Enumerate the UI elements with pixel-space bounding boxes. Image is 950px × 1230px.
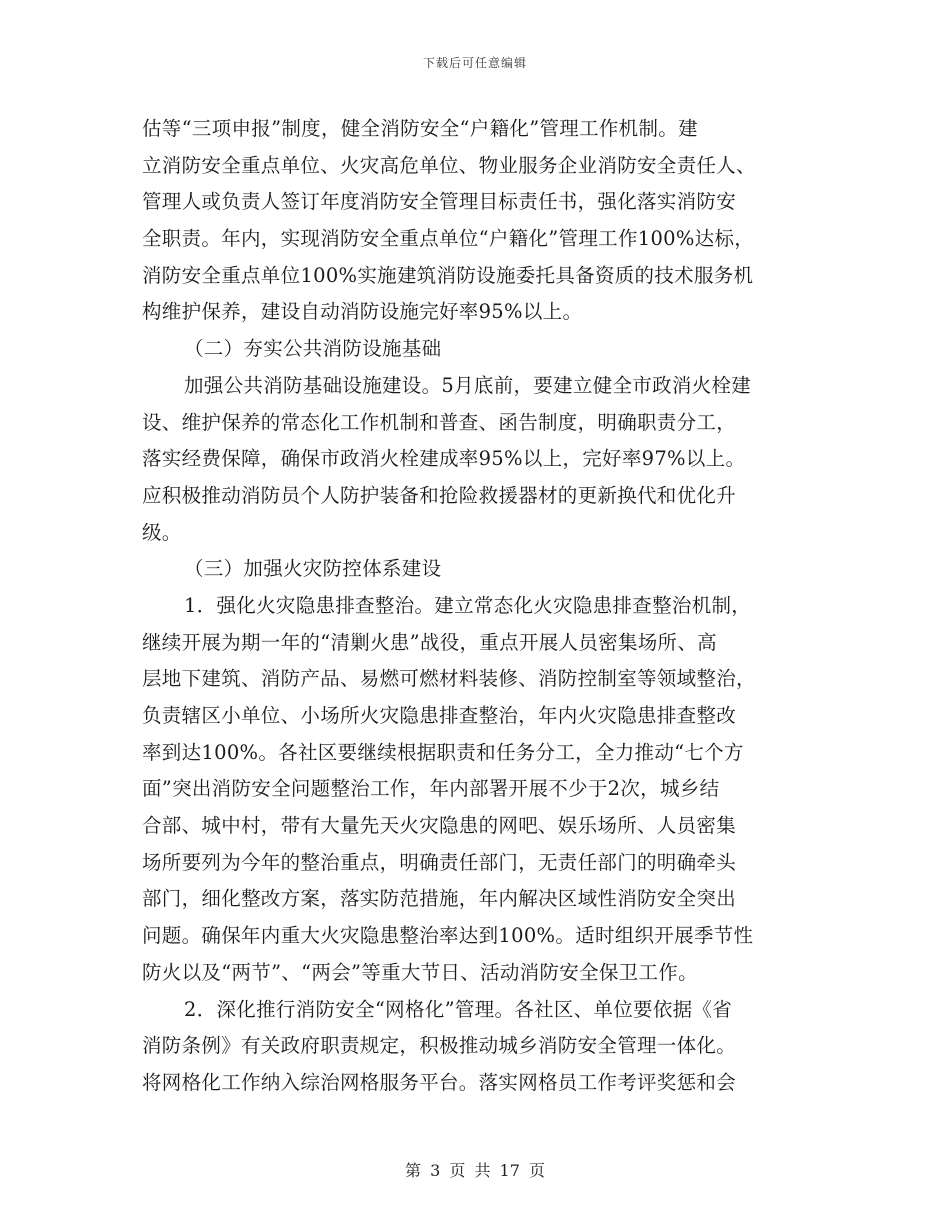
text-line: 2．深化推行消防安全“网格化”管理。各社区、单位要依据《省 — [184, 997, 733, 1021]
text-line: 面”突出消防安全问题整治工作，年内部署开展不少于2次，城乡结 — [142, 777, 720, 801]
text-line: （三）加强火灾防控体系建设 — [184, 557, 442, 581]
text-line: 率到达100%。各社区要继续根据职责和任务分工，全力推动“七个方 — [142, 740, 744, 764]
document-body — [142, 111, 822, 1102]
text-line: 场所要列为今年的整治重点，明确责任部门，无责任部门的明确牵头 — [142, 850, 737, 874]
text-line: 问题。确保年内重大火灾隐患整治率达到100%。适时组织开展季节性 — [142, 924, 754, 948]
text-line: 负责辖区小单位、小场所火灾隐患排查整治，年内火灾隐患排查整改 — [142, 704, 737, 727]
text-line: 应积极推动消防员个人防护装备和抢险救援器材的更新换代和优化升 — [142, 483, 737, 507]
text-line: 1．强化火灾隐患排查整治。建立常态化火灾隐患排查整治机制， — [184, 593, 752, 617]
text-line: 加强公共消防基础设施建设。5月底前，要建立健全市政消火栓建 — [184, 373, 752, 397]
text-line: （二）夯实公共消防设施基础 — [184, 337, 442, 361]
text-line: 估等“三项申报”制度，健全消防安全“户籍化”管理工作机制。建 — [142, 117, 698, 140]
text-line: 构维护保养，建设自动消防设施完好率95%以上。 — [142, 300, 583, 324]
text-line: 防火以及“两节”、“两会”等重大节日、活动消防安全保卫工作。 — [142, 960, 698, 984]
text-line: 将网格化工作纳入综治网格服务平台。落实网格员工作考评奖惩和会 — [142, 1070, 737, 1094]
text-line: 管理人或负责人签订年度消防安全管理目标责任书，强化落实消防安 — [142, 190, 737, 214]
text-line: 部门，细化整改方案，落实防范措施，年内解决区域性消防安全突出 — [142, 887, 737, 911]
text-line: 落实经费保障，确保市政消火栓建成率95%以上，完好率97%以上。 — [142, 447, 746, 471]
text-line: 设、维护保养的常态化工作机制和普查、函告制度，明确职责分工， — [142, 410, 737, 434]
text-line: 全职责。年内，实现消防安全重点单位“户籍化”管理工作100%达标， — [142, 227, 755, 251]
text-line: 立消防安全重点单位、火灾高危单位、物业服务企业消防安全责任人、 — [142, 153, 756, 177]
text-line: 消防安全重点单位100%实施建筑消防设施委托具备资质的技术服务机 — [142, 263, 754, 287]
page-header: 下载后可任意编辑 — [422, 56, 527, 70]
text-line: 层地下建筑、消防产品、易燃可燃材料装修、消防控制室等领域整治， — [142, 667, 756, 691]
text-line: 消防条例》有关政府职责规定，积极推动城乡消防安全管理一体化。 — [142, 1034, 737, 1058]
text-line: 级。 — [142, 520, 182, 544]
text-line: 继续开展为期一年的“清剿火患”战役，重点开展人员密集场所、高 — [142, 630, 717, 654]
page-footer: 第 3 页 共 17 页 — [405, 1161, 545, 1180]
text-line: 合部、城中村，带有大量先天火灾隐患的网吧、娱乐场所、人员密集 — [142, 814, 737, 838]
